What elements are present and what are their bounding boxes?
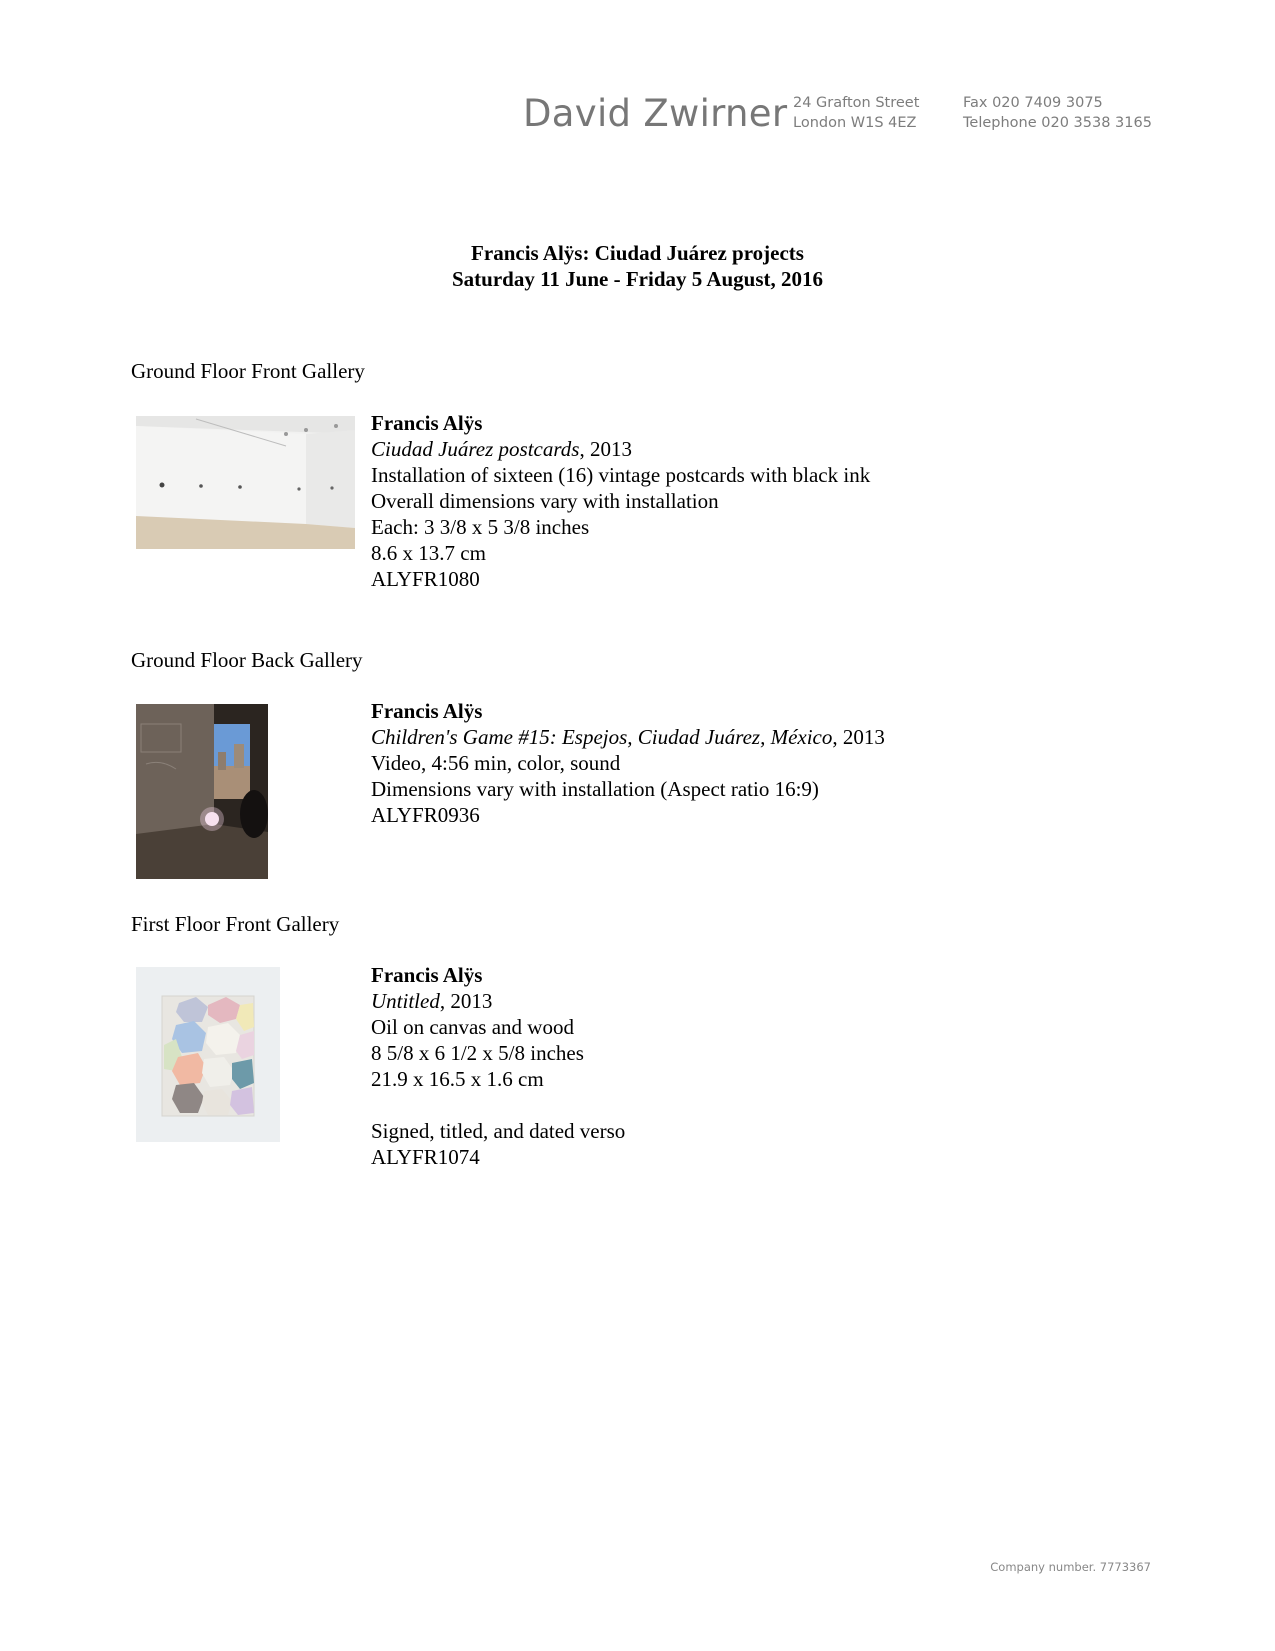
address-line: London W1S 4EZ — [793, 115, 917, 131]
letterhead — [0, 88, 1275, 138]
section-heading: Ground Floor Back Gallery — [131, 648, 363, 672]
exhibition-title — [0, 240, 1275, 292]
painting-photo — [136, 967, 280, 1142]
artwork-dimensions: Each: 3 3/8 x 5 3/8 inches — [371, 515, 590, 539]
artwork-title-line — [371, 724, 891, 750]
artwork-entry — [371, 410, 891, 592]
artist-name: Francis Alÿs — [371, 411, 483, 435]
exhibition-name: Francis Alÿs: Ciudad Juárez projects — [471, 241, 804, 265]
artist-name: Francis Alÿs — [371, 963, 483, 987]
artwork-year: , 2013 — [579, 437, 632, 461]
artwork-medium: Video, 4:56 min, color, sound — [371, 751, 621, 775]
gallery-address — [793, 93, 919, 133]
artwork-title: Ciudad Juárez postcards — [371, 437, 580, 461]
artwork-dimensions: Overall dimensions vary with installation — [371, 489, 719, 513]
section-heading: First Floor Front Gallery — [131, 912, 340, 936]
inventory-number: ALYFR1080 — [371, 567, 480, 591]
artwork-dimensions: 8 5/8 x 6 1/2 x 5/8 inches — [371, 1041, 584, 1065]
artwork-dimensions: Dimensions vary with installation (Aspect ratio 16:9) — [371, 777, 819, 801]
inventory-number: ALYFR1074 — [371, 1145, 480, 1169]
spacer — [371, 1092, 891, 1118]
artwork-entry — [371, 698, 891, 828]
exhibition-dates: Saturday 11 June - Friday 5 August, 2016 — [451, 267, 824, 291]
artwork-title: Children's Game #15: Espejos, Ciudad Juárez, México — [371, 725, 833, 749]
installation-photo — [136, 416, 355, 549]
video-still-photo — [136, 704, 268, 879]
artwork-year: , 2013 — [439, 989, 493, 1013]
fax-number: Fax 020 7409 3075 — [963, 95, 1103, 111]
artist-name: Francis Alÿs — [371, 699, 483, 723]
artwork-medium: Installation of sixteen (16) vintage postcards with black ink — [371, 463, 871, 487]
artwork-dimensions: 21.9 x 16.5 x 1.6 cm — [371, 1067, 544, 1091]
artwork-dimensions: 8.6 x 13.7 cm — [371, 541, 486, 565]
artwork-title: Untitled — [371, 989, 440, 1013]
gallery-contact — [963, 93, 1152, 133]
artwork-title-line — [371, 988, 891, 1014]
inventory-number: ALYFR0936 — [371, 803, 480, 827]
gallery-logo: David Zwirner — [523, 92, 788, 135]
telephone-number: Telephone 020 3538 3165 — [963, 115, 1152, 131]
section-heading: Ground Floor Front Gallery — [131, 359, 365, 383]
address-line: 24 Grafton Street — [793, 95, 920, 111]
company-number: Company number. 7773367 — [990, 1560, 1151, 1574]
artwork-entry — [371, 962, 891, 1170]
artwork-medium: Oil on canvas and wood — [371, 1015, 574, 1039]
artwork-year: , 2013 — [832, 725, 885, 749]
artwork-title-line — [371, 436, 891, 462]
artwork-inscription: Signed, titled, and dated verso — [371, 1119, 626, 1143]
